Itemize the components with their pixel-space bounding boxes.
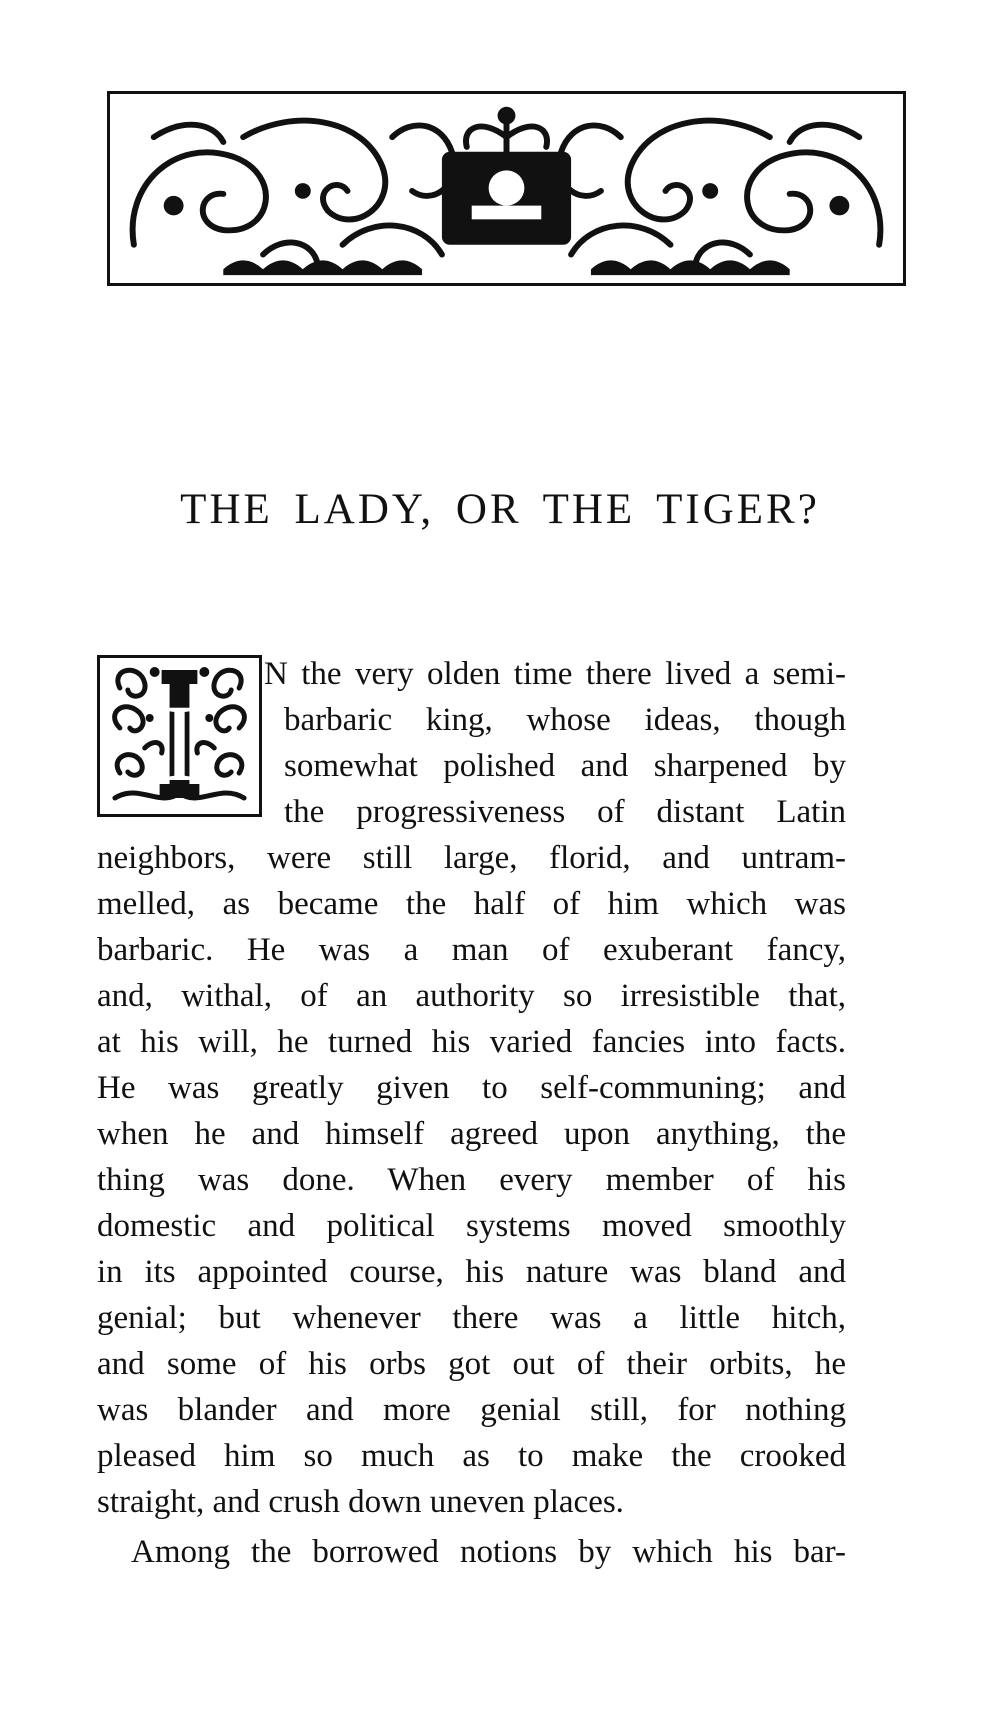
text-line: the progressiveness of distant Latin [284, 794, 846, 830]
text-line: pleased him so much as to make the crooked [97, 1438, 846, 1474]
text-line: when he and himself agreed upon anything, the [97, 1116, 846, 1152]
text-line: neighbors, were still large, florid, and untram- [97, 840, 846, 876]
drop-cap-letter: I [161, 681, 198, 805]
text-line: barbaric. He was a man of exuberant fancy, [97, 932, 846, 968]
ornamental-foliage-headpiece-icon [114, 98, 899, 279]
ornamental-headpiece [107, 91, 906, 286]
text-line: was blander and more genial still, for nothing [97, 1392, 846, 1428]
text-line: N the very olden time there lived a semi- [264, 656, 846, 692]
ornamental-drop-cap-icon [100, 658, 259, 814]
text-line: genial; but whenever there was a little hitch, [97, 1300, 846, 1336]
story-title: THE LADY, OR THE TIGER? [180, 486, 820, 533]
text-line: in its appointed course, his nature was bland and [97, 1254, 846, 1290]
text-line: somewhat polished and sharpened by [284, 748, 846, 784]
text-line: and some of his orbs got out of their orbits, he [97, 1346, 846, 1382]
text-line: at his will, he turned his varied fancies into facts. [97, 1024, 846, 1060]
text-line: domestic and political systems moved smoothly [97, 1208, 846, 1244]
text-line: barbaric king, whose ideas, though [284, 702, 846, 738]
text-line: straight, and crush down uneven places. [97, 1484, 624, 1520]
text-line: thing was done. When every member of his [97, 1162, 846, 1198]
text-line: and, withal, of an authority so irresistible that, [97, 978, 846, 1014]
text-line: melled, as became the half of him which was [97, 886, 846, 922]
text-line: He was greatly given to self-communing; and [97, 1070, 846, 1106]
text-line: Among the borrowed notions by which his bar- [131, 1534, 846, 1570]
drop-cap [97, 655, 262, 817]
